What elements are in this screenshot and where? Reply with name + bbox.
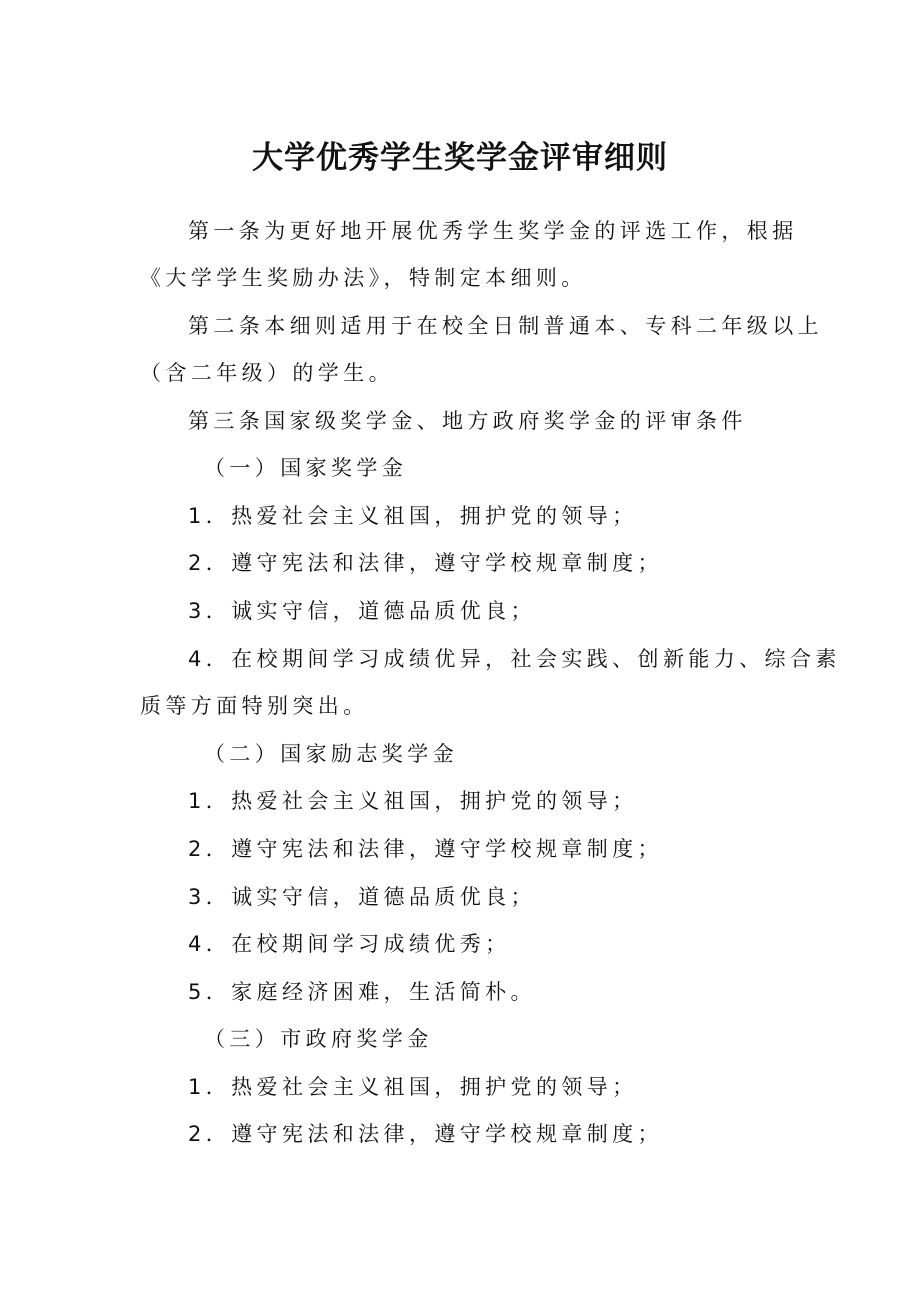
document-title: 大学优秀学生奖学金评审细则 bbox=[252, 140, 668, 176]
section-2-item-5: 5．家庭经济困难，生活简朴。 bbox=[188, 980, 536, 1004]
article-2-line-2: （含二年级）的学生。 bbox=[140, 361, 394, 385]
section-3-item-1: 1．热爱社会主义祖国，拥护党的领导； bbox=[188, 1075, 638, 1099]
article-3-heading: 第三条国家级奖学金、地方政府奖学金的评审条件 bbox=[188, 409, 747, 433]
article-1-line-1: 第一条为更好地开展优秀学生奖学金的评选工作，根据 bbox=[188, 219, 798, 243]
section-2-item-4: 4．在校期间学习成绩优秀； bbox=[188, 932, 511, 956]
section-2-heading: （二）国家励志奖学金 bbox=[204, 742, 458, 766]
section-1-item-1: 1．热爱社会主义祖国，拥护党的领导； bbox=[188, 504, 638, 528]
section-2-item-2: 2．遵守宪法和法律，遵守学校规章制度； bbox=[188, 837, 663, 861]
article-1-line-2: 《大学学生奖励办法》，特制定本细则。 bbox=[140, 266, 587, 290]
section-1-heading: （一）国家奖学金 bbox=[204, 456, 408, 480]
section-1-item-4-line-1: 4．在校期间学习成绩优异，社会实践、创新能力、综合素 bbox=[188, 647, 841, 671]
section-2-item-1: 1．热爱社会主义祖国，拥护党的领导； bbox=[188, 789, 638, 813]
section-1-item-4-line-2: 质等方面特别突出。 bbox=[140, 694, 369, 718]
section-2-item-3: 3．诚实守信，道德品质优良； bbox=[188, 885, 536, 909]
section-3-heading: （三）市政府奖学金 bbox=[204, 1027, 433, 1051]
article-2-line-1: 第二条本细则适用于在校全日制普通本、专科二年级以上 bbox=[188, 314, 823, 338]
section-1-item-3: 3．诚实守信，道德品质优良； bbox=[188, 599, 536, 623]
section-3-item-2: 2．遵守宪法和法律，遵守学校规章制度； bbox=[188, 1122, 663, 1146]
section-1-item-2: 2．遵守宪法和法律，遵守学校规章制度； bbox=[188, 551, 663, 575]
